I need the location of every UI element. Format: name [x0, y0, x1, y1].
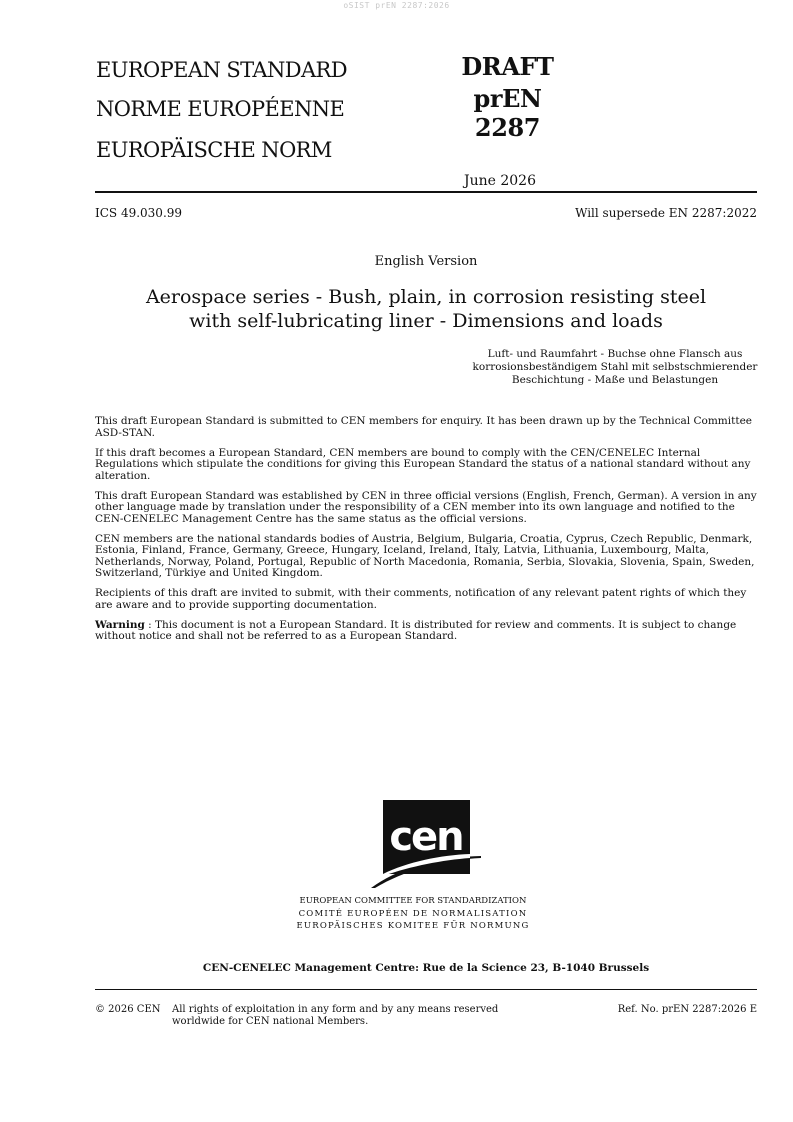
document-number: prEN 2287	[473, 84, 542, 142]
supersedes-note: Will supersede EN 2287:2022	[575, 206, 757, 220]
reference-number: Ref. No. prEN 2287:2026 E	[617, 1004, 757, 1015]
title-line: Aerospace series - Bush, plain, in corrosion resisting steel	[145, 286, 707, 308]
management-centre-address: CEN-CENELEC Management Centre: Rue de la Science 23, B-1040 Brussels	[202, 962, 650, 974]
document-title	[95, 285, 757, 333]
paragraph: If this draft becomes a European Standard, CEN members are bound to comply with the CEN/CENELEC Internal Regulations which stipulate the conditions for giving this European Standard the status of a national standard without any alteration.	[95, 446, 751, 482]
paragraph: This draft European Standard is submitted to CEN members for enquiry. It has been drawn up by the Technical Committee ASD-STAN.	[95, 415, 752, 439]
committee-name-fr: COMITÉ EUROPÉEN DE NORMALISATION	[298, 908, 528, 919]
warning-paragraph	[95, 620, 757, 643]
german-title	[470, 348, 760, 387]
paragraph: CEN members are the national standards bodies of Austria, Belgium, Bulgaria, Croatia, Cyprus, Czech Republic, Denmark, Estonia, Finland, France, Germany, Greece, Hungary, Iceland, Ireland, Italy, Latvia, Lithuania, Luxembourg, Malta, Netherlands, Norway, Poland, Portugal, Republic of North Macedonia, Romania, Serbia, Slovakia, Slovenia, Spain, Sweden, Switzerland, Türkiye and United Kingdom.	[95, 532, 755, 579]
german-title-line: korrosionsbeständigem Stahl mit selbstschmierender	[472, 361, 758, 373]
watermark: oSIST prEN 2287:2026	[343, 1, 450, 10]
standard-name-en: EUROPEAN STANDARD	[96, 58, 347, 82]
paragraph: Recipients of this draft are invited to submit, with their comments, notification of any relevant patent rights of which they are aware and to provide supporting documentation.	[95, 587, 747, 611]
publication-date: June 2026	[463, 173, 536, 189]
title-line: with self-lubricating liner - Dimensions and loads	[189, 310, 663, 332]
committee-name-en: EUROPEAN COMMITTEE FOR STANDARDIZATION	[299, 896, 527, 906]
rights-line: All rights of exploitation in any form and by any means reserved	[172, 1004, 499, 1015]
german-title-line: Luft- und Raumfahrt - Buchse ohne Flansch aus	[487, 348, 743, 360]
warning-label: Warning	[95, 618, 145, 631]
cen-logo	[371, 800, 483, 890]
standard-name-fr: NORME EUROPÉENNE	[96, 97, 345, 121]
paragraph: This draft European Standard was established by CEN in three official versions (English, French, German). A version in any other language made by translation under the responsibility of a CEN member into its own language and notified to the CEN-CENELEC Management Centre has the same status as the official versions.	[95, 489, 757, 525]
draft-label: DRAFT	[461, 52, 554, 81]
ics-code: ICS 49.030.99	[95, 206, 183, 220]
copyright: © 2026 CEN	[95, 1004, 161, 1015]
committee-name-de: EUROPÄISCHES KOMITEE FÜR NORMUNG	[296, 921, 530, 931]
version-label: English Version	[374, 254, 478, 269]
footer-divider	[95, 989, 757, 990]
warning-text: : This document is not a European Standard. It is distributed for review and comments. It is subject to change without notice and shall not be referred to as a European Standard.	[95, 618, 737, 642]
german-title-line: Beschichtung - Maße und Belastungen	[511, 374, 719, 386]
introductory-text	[95, 416, 757, 651]
header-divider	[95, 191, 757, 193]
logo-wordmark: cen	[389, 814, 463, 860]
rights-statement	[172, 1004, 498, 1028]
committee-names	[0, 895, 793, 933]
standard-name-de: EUROPÄISCHE NORM	[96, 138, 332, 162]
rights-line: worldwide for CEN national Members.	[172, 1016, 369, 1027]
